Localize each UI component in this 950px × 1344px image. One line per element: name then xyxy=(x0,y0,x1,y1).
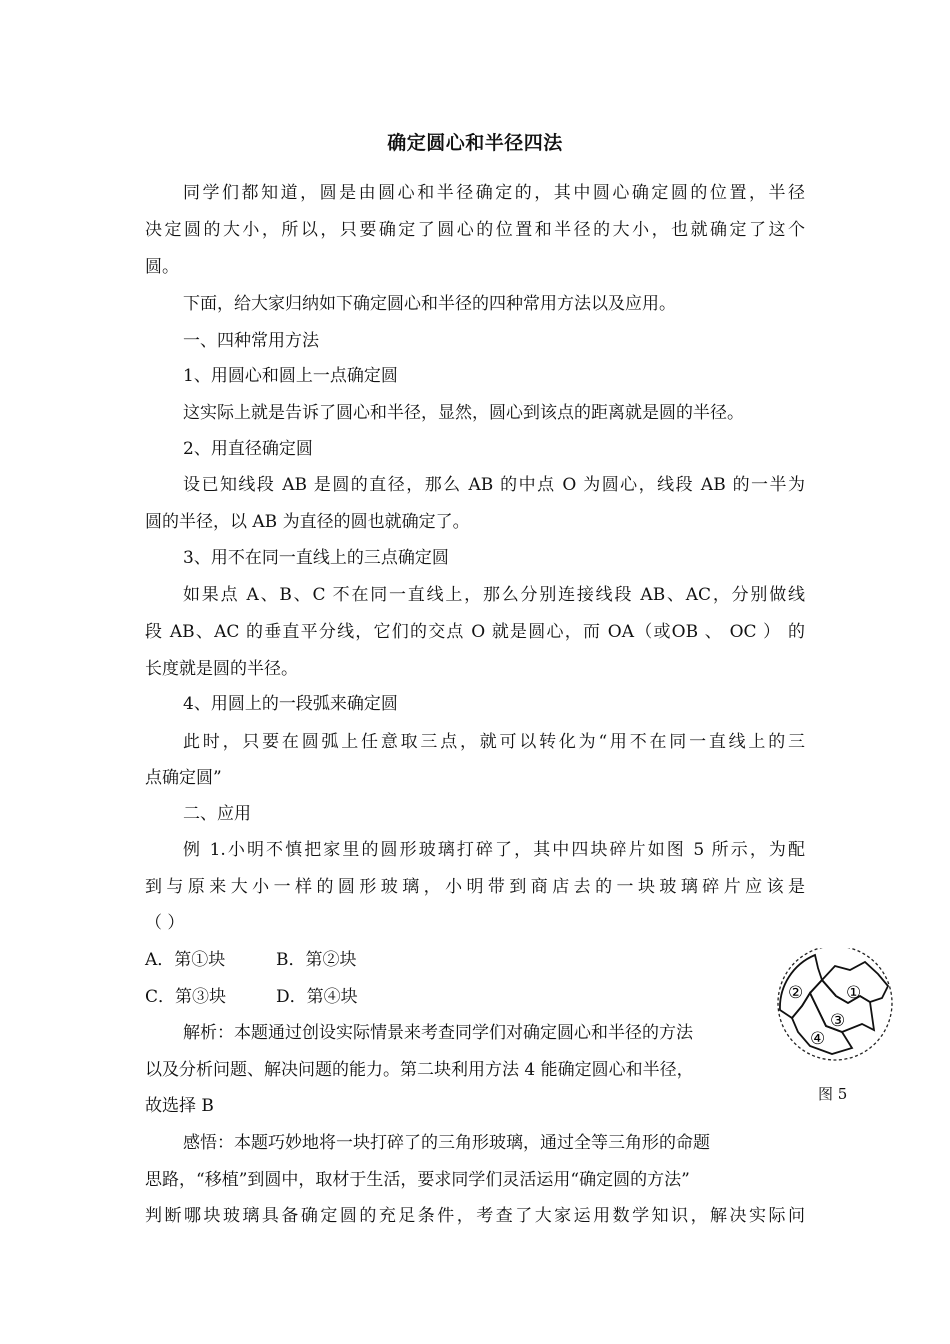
method-heading: 4、用圆上的一段弧来确定圆 xyxy=(183,694,398,714)
piece-label: ③ xyxy=(830,1011,846,1031)
paragraph-line: 决定圆的大小，所以，只要确定了圆心的位置和半径的大小，也就确定了这个 xyxy=(145,220,805,240)
option-b: B．第②块 xyxy=(276,950,357,970)
section-heading: 一、四种常用方法 xyxy=(183,331,319,351)
piece-label: ① xyxy=(846,983,862,1003)
paragraph-line: 此时，只要在圆弧上任意取三点，就可以转化为“用不在同一直线上的三 xyxy=(183,732,805,752)
original-circle-outline xyxy=(778,948,892,1060)
option-d: D．第④块 xyxy=(276,987,358,1007)
paragraph-line: 设已知线段 AB 是圆的直径，那么 AB 的中点 O 为圆心，线段 AB 的一半为 xyxy=(183,475,805,495)
piece-label: ④ xyxy=(810,1029,826,1049)
paragraph-line: 点确定圆” xyxy=(145,768,222,788)
method-heading: 3、用不在同一直线上的三点确定圆 xyxy=(183,548,449,568)
paragraph-line: 下面，给大家归纳如下确定圆心和半径的四种常用方法以及应用。 xyxy=(183,294,676,314)
paragraph-line: 同学们都知道，圆是由圆心和半径确定的，其中圆心确定圆的位置，半径 xyxy=(183,183,805,203)
example-line: （ ） xyxy=(145,913,185,933)
method-heading: 1、用圆心和圆上一点确定圆 xyxy=(183,366,398,386)
insight-line: 感悟：本题巧妙地将一块打碎了的三角形玻璃，通过全等三角形的命题 xyxy=(183,1133,710,1153)
paragraph-line: 这实际上就是告诉了圆心和半径，显然，圆心到该点的距离就是圆的半径。 xyxy=(183,403,744,423)
insight-line: 思路，“移植”到圆中，取材于生活，要求同学们灵活运用“确定圆的方法” xyxy=(145,1170,690,1190)
analysis-line: 以及分析问题、解决问题的能力。第二块利用方法 4 能确定圆心和半径， xyxy=(145,1060,694,1080)
paragraph-line: 圆的半径，以 AB 为直径的圆也就确定了。 xyxy=(145,512,470,532)
example-line: 例 1.小明不慎把家里的圆形玻璃打碎了，其中四块碎片如图 5 所示，为配 xyxy=(183,840,805,860)
figure-caption: 图 5 xyxy=(818,1085,848,1103)
paragraph-line: 如果点 A、B、C 不在同一直线上，那么分别连接线段 AB、AC，分别做线 xyxy=(183,585,805,605)
method-heading: 2、用直径确定圆 xyxy=(183,439,313,459)
paragraph-line: 圆。 xyxy=(145,257,179,277)
page-title: 确定圆心和半径四法 xyxy=(387,132,563,154)
insight-line: 判断哪块玻璃具备确定圆的充足条件，考查了大家运用数学知识，解决实际问 xyxy=(145,1206,805,1226)
example-line: 到与原来大小一样的圆形玻璃，小明带到商店去的一块玻璃碎片应该是 xyxy=(145,877,805,897)
analysis-line: 解析：本题通过创设实际情景来考查同学们对确定圆心和半径的方法 xyxy=(183,1023,693,1043)
paragraph-line: 长度就是圆的半径。 xyxy=(145,659,298,679)
section-heading: 二、应用 xyxy=(183,804,251,824)
option-a: A．第①块 xyxy=(145,950,226,970)
analysis-line: 故选择 B xyxy=(145,1096,214,1116)
paragraph-line: 段 AB、AC 的垂直平分线，它们的交点 O 就是圆心，而 OA（或OB 、 OC ） 的 xyxy=(145,622,805,642)
broken-glass-figure xyxy=(770,948,900,1063)
option-c: C．第③块 xyxy=(145,987,227,1007)
piece-label: ② xyxy=(788,983,804,1003)
